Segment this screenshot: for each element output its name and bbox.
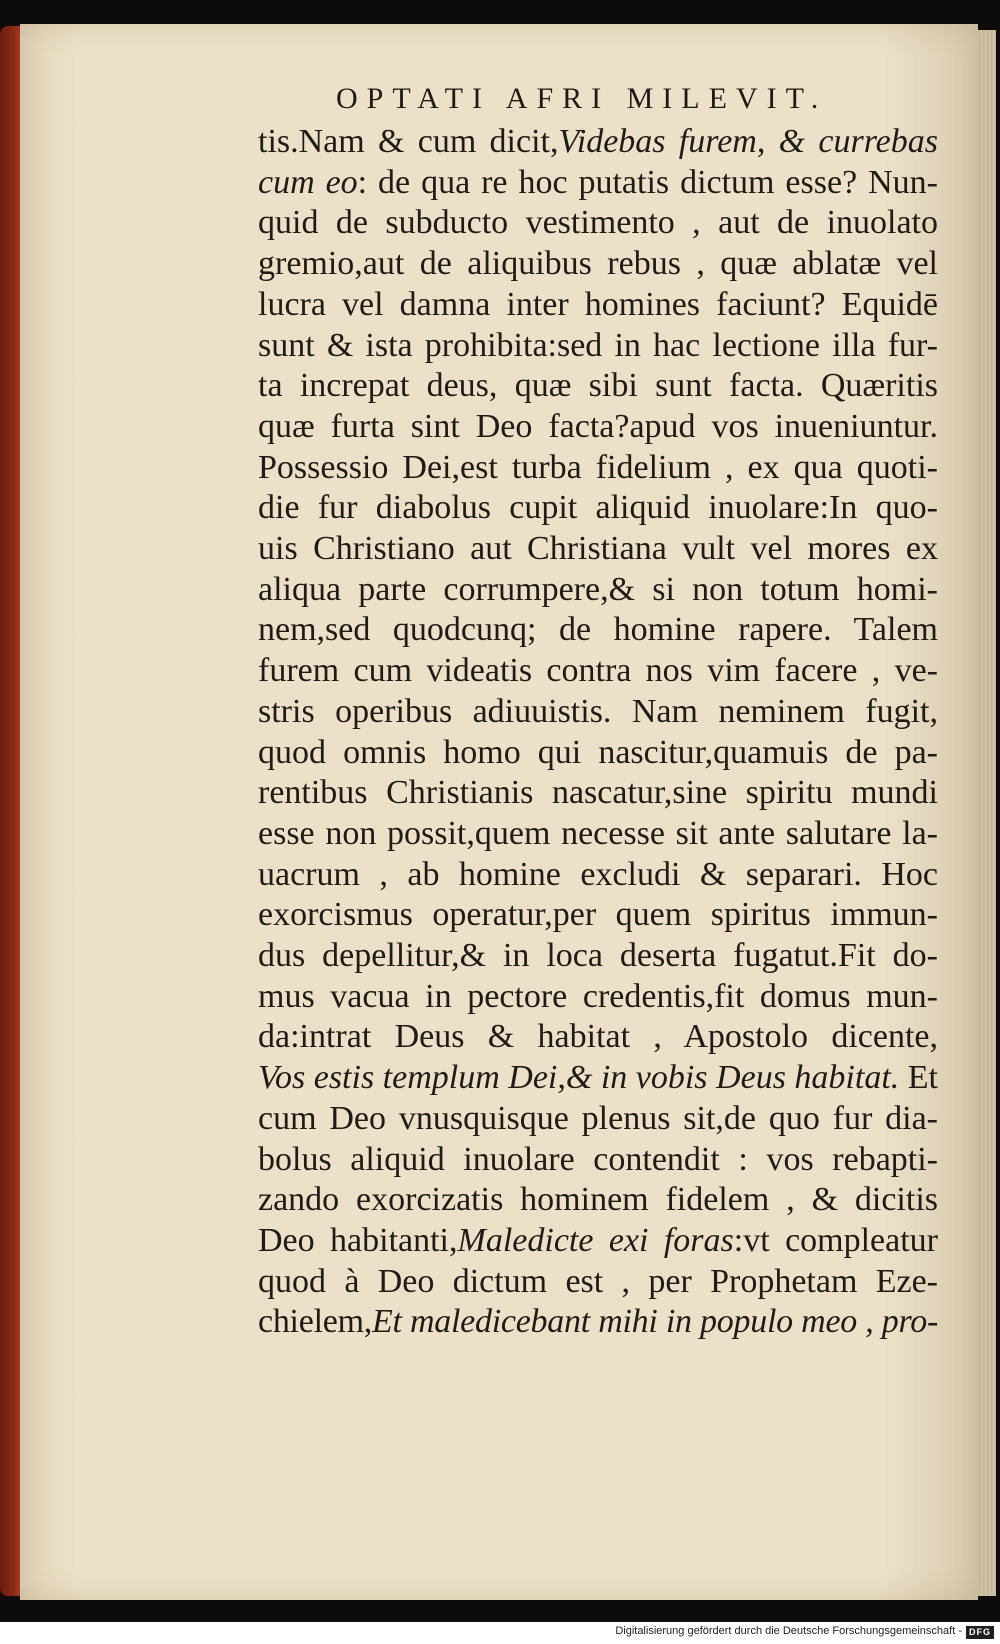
text-line bbox=[258, 855, 938, 896]
text-run: furem cum videatis contra nos vim facere , ve- bbox=[258, 652, 938, 690]
text-line bbox=[258, 1140, 938, 1181]
text-line bbox=[258, 244, 938, 285]
text-line bbox=[258, 936, 938, 977]
text-line bbox=[258, 203, 938, 244]
text-run: uis Christiano aut Christiana vult vel mores ex bbox=[258, 530, 938, 568]
text-run: :vt compleatur bbox=[733, 1221, 938, 1259]
text-line bbox=[258, 1262, 938, 1303]
italic-quotation: Et maledicebant mihi in populo meo , pro- bbox=[372, 1303, 938, 1341]
text-run: quid de subducto vestimento , aut de inuolato bbox=[258, 204, 938, 242]
text-run: stris operibus adiuuistis. Nam neminem fugit, bbox=[258, 692, 938, 730]
text-run: mus vacua in pectore credentis,fit domus mun- bbox=[258, 977, 938, 1015]
text-run: exorcismus operatur,per quem spiritus immun- bbox=[258, 896, 938, 934]
text-run: aliqua parte corrumpere,& si non totum homi- bbox=[258, 570, 938, 608]
text-line bbox=[258, 366, 938, 407]
text-run: bolus aliquid inuolare contendit : vos rebapti- bbox=[258, 1140, 938, 1178]
italic-quotation: Videbas furem, & currebas bbox=[558, 123, 938, 160]
text-line bbox=[258, 651, 938, 692]
text-line bbox=[258, 1099, 938, 1140]
text-line bbox=[258, 529, 938, 570]
text-line bbox=[258, 285, 938, 326]
funding-credit: Digitalisierung gefördert durch die Deutsche Forschungsgemeinschaft - bbox=[615, 1625, 962, 1637]
text-line bbox=[258, 814, 938, 855]
text-run: cum Deo vnusquisque plenus sit,de quo fur dia- bbox=[258, 1099, 938, 1137]
text-line bbox=[258, 1017, 938, 1058]
text-line bbox=[258, 1221, 938, 1262]
text-line bbox=[258, 570, 938, 611]
text-run: lucra vel damna inter homines faciunt? Equidē bbox=[258, 285, 938, 323]
text-line bbox=[258, 326, 938, 367]
italic-quotation: cum eo bbox=[258, 163, 358, 201]
text-line bbox=[258, 122, 938, 163]
text-run: Deo habitanti, bbox=[258, 1221, 458, 1259]
text-line bbox=[258, 1058, 938, 1099]
text-run: dus depellitur,& in loca deserta fugatut.Fit do- bbox=[258, 937, 938, 975]
text-line bbox=[258, 977, 938, 1018]
text-line bbox=[258, 773, 938, 814]
text-line bbox=[258, 407, 938, 448]
dfg-logo: DFG bbox=[966, 1626, 994, 1639]
text-run: esse non possit,quem necesse sit ante salutare la- bbox=[258, 814, 938, 852]
text-run: chielem, bbox=[258, 1303, 372, 1341]
text-line bbox=[258, 1302, 938, 1343]
text-run: quod à Deo dictum est , per Prophetam Eze- bbox=[258, 1262, 938, 1300]
italic-quotation: Maledicte exi foras bbox=[457, 1221, 734, 1259]
text-run: die fur diabolus cupit aliquid inuolare:In quo- bbox=[258, 489, 938, 527]
text-line bbox=[258, 163, 938, 204]
text-line bbox=[258, 488, 938, 529]
text-run: zando exorcizatis hominem fidelem , & dicitis bbox=[258, 1181, 938, 1219]
text-run: tis.Nam & cum dicit, bbox=[258, 123, 559, 160]
text-run: quæ furta sint Deo facta?apud vos inueniuntur. bbox=[258, 407, 938, 445]
text-run: Et bbox=[899, 1059, 938, 1097]
running-header: OPTATI AFRI MILEVIT. bbox=[336, 82, 828, 115]
text-run: da:intrat Deus & habitat , Apostolo dicente, bbox=[258, 1018, 938, 1056]
text-run: Possessio Dei,est turba fidelium , ex qua quoti- bbox=[258, 448, 938, 486]
page-fore-edge bbox=[978, 30, 996, 1596]
text-line bbox=[258, 895, 938, 936]
text-run: sunt & ista prohibita:sed in hac lectione illa fur- bbox=[258, 326, 938, 364]
text-line bbox=[258, 1180, 938, 1221]
text-line bbox=[258, 692, 938, 733]
text-line bbox=[258, 733, 938, 774]
text-run: : de qua re hoc putatis dictum esse? Nun- bbox=[357, 163, 938, 201]
text-line bbox=[258, 448, 938, 489]
text-run: nem,sed quodcunq; de homine rapere. Talem bbox=[258, 611, 938, 649]
text-run: uacrum , ab homine excludi & separari. Hoc bbox=[258, 855, 938, 893]
text-run: ta increpat deus, quæ sibi sunt facta. Quæritis bbox=[258, 367, 938, 405]
italic-quotation: Vos estis templum Dei,& in vobis Deus habitat. bbox=[258, 1059, 900, 1097]
body-text bbox=[258, 122, 938, 1343]
text-run: rentibus Christianis nascatur,sine spiritu mundi bbox=[258, 774, 938, 812]
text-line bbox=[258, 610, 938, 651]
text-run: quod omnis homo qui nascitur,quamuis de pa- bbox=[258, 733, 938, 771]
text-run: gremio,aut de aliquibus rebus , quæ ablatæ vel bbox=[258, 245, 938, 283]
